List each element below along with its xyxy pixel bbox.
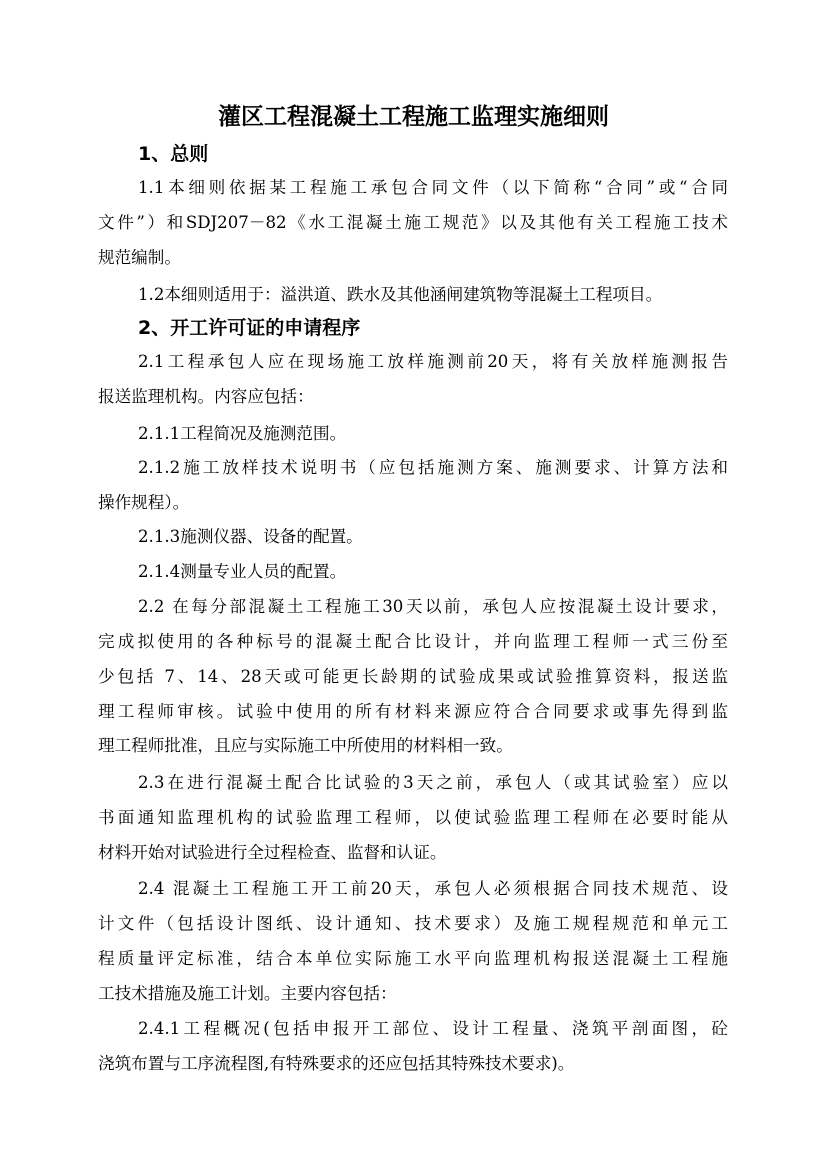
paragraph-line: 规范编制。 [98,248,181,267]
paragraph-line: 计文件（包括设计图纸、设计通知、技术要求）及施工规程规范和单元工 [98,914,728,933]
paragraph-line: 完成拟使用的各种标号的混凝土配合比设计，并向监理工程师一式三份至 [98,632,728,651]
paragraph-line: 1.1本细则依据某工程施工承包合同文件（以下简称“合同”或“合同 [138,178,728,197]
paragraph-line: 浇筑布置与工序流程图,有特殊要求的还应包括其特殊技术要求)。 [98,1054,575,1073]
paragraph-line: 书面通知监理机构的试验监理工程师，以使试验监理工程师在必要时能从 [98,808,728,827]
paragraph-line: 2.4 混凝土工程施工开工前20天，承包人必须根据合同技术规范、设 [138,879,728,898]
paragraph-line: 少包括 7、14、28天或可能更长龄期的试验成果或试验推算资料，报送监 [98,667,728,686]
paragraph-line: 报送监理机构。内容应包括： [98,387,314,406]
paragraph-line: 2.1.1工程简况及施测范围。 [138,424,347,443]
paragraph-line: 文件”）和SDJ207－82《水工混凝土施工规范》以及其他有关工程施工技术 [98,213,728,232]
paragraph-line: 2.1.2施工放样技术说明书（应包括施测方案、施测要求、计算方法和 [138,458,728,477]
paragraph-line: 2.4.1工程概况(包括申报开工部位、设计工程量、浇筑平剖面图，砼 [138,1019,728,1038]
paragraph-line: 程质量评定标准，结合本单位实际施工水平向监理机构报送混凝土工程施 [98,949,728,968]
paragraph-line: 理工程师审核。试验中使用的所有材料来源应符合合同要求或事先得到监 [98,702,728,721]
paragraph-line: 工技术措施及施工计划。主要内容包括： [98,984,397,1003]
paragraph-line: 2.3在进行混凝土配合比试验的3天之前，承包人（或其试验室）应以 [138,773,728,792]
document-title: 灌区工程混凝土工程施工监理实施细则 [218,104,609,130]
paragraph-line: 操作规程）。 [98,493,190,512]
paragraph-line: 2.2 在每分部混凝土工程施工30天以前，承包人应按混凝土设计要求， [138,597,728,616]
section-heading-permit: 2、开工许可证的申请程序 [138,317,361,339]
paragraph-line: 材料开始对试验进行全过程检查、监督和认证。 [98,843,447,862]
paragraph-line: 2.1.3施测仪器、设备的配置。 [138,527,363,546]
section-heading-general: 1、总则 [138,143,209,165]
paragraph-line: 2.1.4测量专业人员的配置。 [138,562,347,581]
paragraph-line: 1.2本细则适用于：溢洪道、跌水及其他涵闸建筑物等混凝土工程项目。 [138,285,663,304]
paragraph-line: 2.1工程承包人应在现场施工放样施测前20天，将有关放样施测报告 [138,352,728,371]
paragraph-line: 理工程师批准，且应与实际施工中所使用的材料相一致。 [98,736,513,755]
